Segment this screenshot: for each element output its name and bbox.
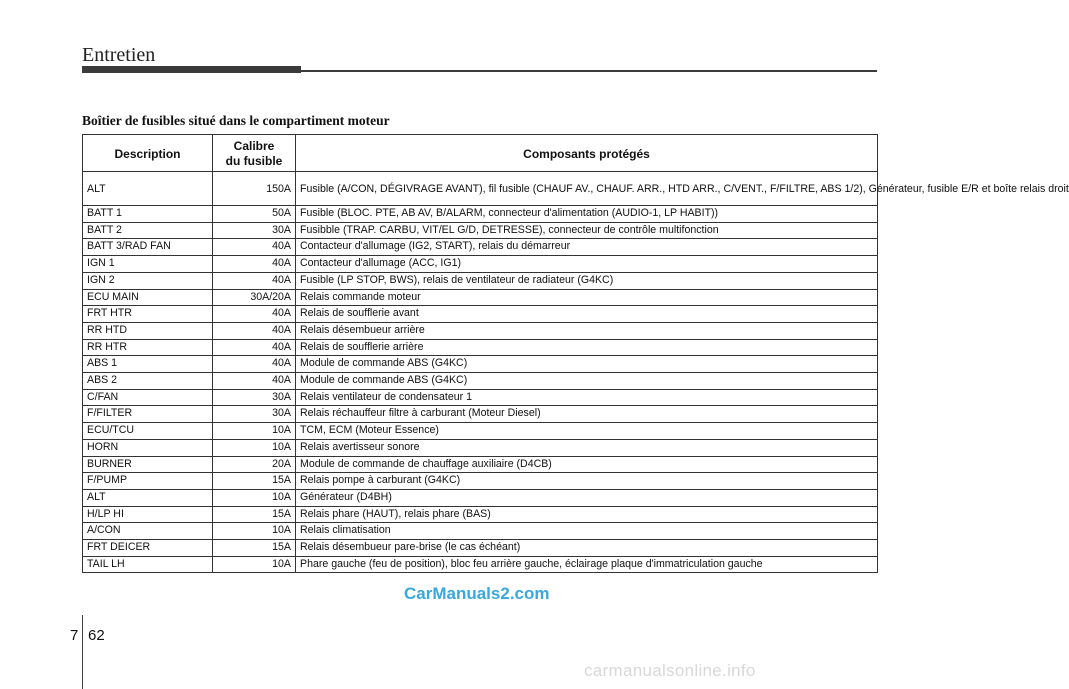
cell-description: A/CON	[83, 523, 213, 540]
table-row	[83, 456, 878, 473]
table-row	[83, 523, 878, 540]
cell-components: Relais phare (HAUT), relais phare (BAS)	[296, 506, 878, 523]
cell-rating: 10A	[213, 556, 296, 573]
table-row	[83, 339, 878, 356]
cell-description: BATT 2	[83, 222, 213, 239]
page-number: 62	[88, 627, 105, 644]
cell-components: Relais désembueur pare-brise (le cas échéant)	[296, 540, 878, 557]
cell-rating: 15A	[213, 473, 296, 490]
cell-description: HORN	[83, 439, 213, 456]
cell-components: Contacteur d'allumage (ACC, IG1)	[296, 256, 878, 273]
cell-rating: 10A	[213, 489, 296, 506]
cell-rating: 40A	[213, 322, 296, 339]
table-row	[83, 540, 878, 557]
site-watermark: carmanualsonline.info	[584, 661, 756, 680]
cell-rating: 40A	[213, 356, 296, 373]
table-header-row	[83, 135, 878, 172]
header-rating	[213, 135, 296, 172]
cell-description: IGN 2	[83, 272, 213, 289]
table-row	[83, 556, 878, 573]
header-rating-line1: Calibre	[233, 139, 275, 153]
cell-description: ABS 2	[83, 373, 213, 390]
cell-description: ECU/TCU	[83, 423, 213, 440]
cell-components: Relais de soufflerie avant	[296, 306, 878, 323]
cell-description: F/PUMP	[83, 473, 213, 490]
watermark-text: CarManuals2.com	[404, 584, 550, 603]
table-row	[83, 373, 878, 390]
cell-description: TAIL LH	[83, 556, 213, 573]
cell-rating: 15A	[213, 506, 296, 523]
cell-components: Relais de soufflerie arrière	[296, 339, 878, 356]
chapter-number: 7	[70, 627, 79, 644]
cell-description: FRT DEICER	[83, 540, 213, 557]
cell-components: Relais commande moteur	[296, 289, 878, 306]
cell-components: Phare gauche (feu de position), bloc feu arrière gauche, éclairage plaque d'immatriculation gauche	[296, 556, 878, 573]
table-row	[83, 423, 878, 440]
table-row	[83, 406, 878, 423]
cell-rating: 10A	[213, 423, 296, 440]
table-row	[83, 289, 878, 306]
cell-description: BATT 3/RAD FAN	[83, 239, 213, 256]
cell-description: FRT HTR	[83, 306, 213, 323]
cell-description: IGN 1	[83, 256, 213, 273]
cell-rating: 15A	[213, 540, 296, 557]
cell-components: Relais pompe à carburant (G4KC)	[296, 473, 878, 490]
fuse-table	[82, 134, 1069, 573]
header-rating-line2: du fusible	[225, 154, 283, 168]
cell-description: ALT	[83, 489, 213, 506]
table-row	[83, 322, 878, 339]
cell-components: Fusibble (TRAP. CARBU, VIT/EL G/D, DETRESSE), connecteur de contrôle multifonction	[296, 222, 878, 239]
cell-rating: 40A	[213, 256, 296, 273]
table-row	[83, 306, 878, 323]
cell-description: RR HTD	[83, 322, 213, 339]
cell-components: Module de commande ABS (G4KC)	[296, 356, 878, 373]
table-row	[83, 172, 878, 206]
cell-description: BATT 1	[83, 206, 213, 223]
table-row	[83, 272, 878, 289]
cell-rating: 30A	[213, 222, 296, 239]
cell-components: Relais climatisation	[296, 523, 878, 540]
fuse-table-body	[83, 172, 1069, 573]
header-rule-thick	[82, 66, 301, 73]
header-description: Description	[83, 135, 213, 172]
table-row	[83, 506, 878, 523]
header-components: Composants protégés	[296, 135, 878, 172]
cell-rating: 30A	[213, 406, 296, 423]
header-rule-thin	[301, 70, 877, 72]
table-row	[83, 473, 878, 490]
cell-rating: 50A	[213, 206, 296, 223]
cell-description: H/LP HI	[83, 506, 213, 523]
section-title: Boîtier de fusibles situé dans le compartiment moteur	[82, 113, 390, 128]
cell-rating: 40A	[213, 339, 296, 356]
cell-components: Contacteur d'allumage (IG2, START), relais du démarreur	[296, 239, 878, 256]
page-header-title: Entretien	[82, 44, 156, 66]
cell-rating: 40A	[213, 239, 296, 256]
table-row	[83, 439, 878, 456]
cell-components: Module de commande de chauffage auxiliaire (D4CB)	[296, 456, 878, 473]
cell-components: Générateur (D4BH)	[296, 489, 878, 506]
table-row	[83, 489, 878, 506]
cell-components: Fusible (BLOC. PTE, AB AV, B/ALARM, connecteur d'alimentation (AUDIO-1, LP HABIT))	[296, 206, 878, 223]
table-row	[83, 356, 878, 373]
cell-description: F/FILTER	[83, 406, 213, 423]
table-row	[83, 222, 878, 239]
cell-rating: 150A	[213, 172, 296, 206]
cell-components: Fusible (LP STOP, BWS), relais de ventilateur de radiateur (G4KC)	[296, 272, 878, 289]
cell-rating: 10A	[213, 523, 296, 540]
cell-rating: 30A/20A	[213, 289, 296, 306]
cell-rating: 40A	[213, 373, 296, 390]
cell-description: RR HTR	[83, 339, 213, 356]
cell-rating: 10A	[213, 439, 296, 456]
cell-description: ALT	[83, 172, 213, 206]
table-row	[83, 239, 878, 256]
cell-rating: 30A	[213, 389, 296, 406]
cell-description: C/FAN	[83, 389, 213, 406]
cell-rating: 40A	[213, 272, 296, 289]
cell-components: Relais ventilateur de condensateur 1	[296, 389, 878, 406]
cell-components: Relais réchauffeur filtre à carburant (Moteur Diesel)	[296, 406, 878, 423]
cell-components: Fusible (A/CON, DÉGIVRAGE AVANT), fil fusible (CHAUF AV., CHAUF. ARR., HTD ARR., C/VENT., F/FILTRE, ABS 1/2), Générateur, fusible E/R et boîte relais droit	[296, 172, 878, 206]
cell-components: TCM, ECM (Moteur Essence)	[296, 423, 878, 440]
cell-components: Module de commande ABS (G4KC)	[296, 373, 878, 390]
table-row	[83, 206, 878, 223]
cell-description: ABS 1	[83, 356, 213, 373]
cell-components: Relais avertisseur sonore	[296, 439, 878, 456]
footer-divider	[82, 615, 83, 689]
cell-description: BURNER	[83, 456, 213, 473]
cell-rating: 20A	[213, 456, 296, 473]
cell-rating: 40A	[213, 306, 296, 323]
table-row	[83, 256, 878, 273]
cell-components: Relais désembueur arrière	[296, 322, 878, 339]
table-row	[83, 389, 878, 406]
cell-description: ECU MAIN	[83, 289, 213, 306]
